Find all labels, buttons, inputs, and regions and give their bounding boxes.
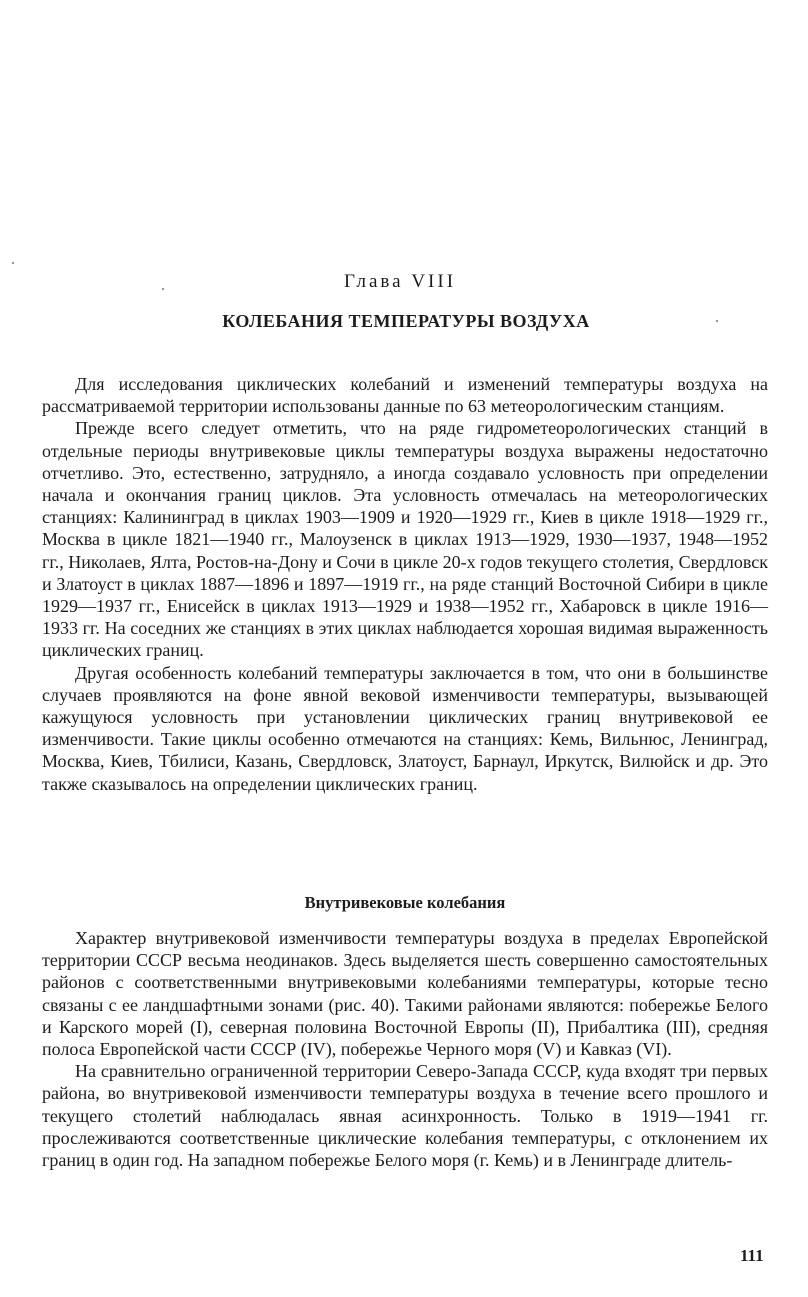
paragraph: Для исследования циклических колебаний и изменений температуры воздуха на рассматриваемой территории использованы данные по 63 метеорологическим станциям. (42, 374, 768, 417)
paragraph: Другая особенность колебаний температуры заключается в том, что они в большинстве случаев проявляются на фоне явной вековой изменчивости температуры, вызывающей кажущуюся условность при установлении циклических границ внутривековой ее изменчивости. Такие циклы особенно отмечаются на станциях: Кемь, Вильнюс, Ленинград, Москва, Киев, Тбилиси, Казань, Свердловск, Златоуст, Барнаул, Иркутск, Вилюйск и др. Это также сказывалось на определении циклических границ. (42, 662, 768, 794)
page-number: 111 (740, 1246, 764, 1265)
paragraph: Характер внутривековой изменчивости температуры воздуха в пределах Европейской территории СССР весьма неодинаков. Здесь выделяется шесть совершенно самостоятельных районов с соответственными внутривековыми колебаниями температуры, которые тесно связаны с ее ландшафтными зонами (рис. 40). Такими районами являются: побережье Белого и Карского морей (I), северная половина Восточной Европы (II), Прибалтика (III), средняя полоса Европейской части СССР (IV), побережье Черного моря (V) и Кавказ (VI). (42, 928, 768, 1060)
paragraph: Прежде всего следует отметить, что на ряде гидрометеорологических станций в отдельные периоды внутривековые циклы температуры воздуха выражены недостаточно отчетливо. Это, естественно, затрудняло, а иногда создавало условность при определении начала и окончания границ циклов. Эта условность отмечалась на метеорологических станциях: Калининград в циклах 1903—1909 и 1920—1929 гг., Киев в цикле 1918—1929 гг., Москва в цикле 1821—1940 гг., Малоузенск в циклах 1913—1929, 1930—1937, 1948—1952 гг., Николаев, Ялта, Ростов-на-Дону и Сочи в цикле 20-х годов текущего столетия, Свердловск и Златоуст в циклах 1887—1896 и 1897—1919 гг., на ряде станций Восточной Сибири в цикле 1929—1937 гг., Енисейск в циклах 1913—1929 и 1938—1952 гг., Хабаровск в цикле 1916—1933 гг. На соседних же станциях в этих циклах наблюдается хорошая видимая выраженность циклических границ. (42, 418, 768, 661)
paragraph: На сравнительно ограниченной территории Северо-Запада СССР, куда входят три первых района, во внутривековой изменчивости температуры воздуха в течение всего прошлого и текущего столетий наблюдалась явная асинхронность. Только в 1919—1941 гг. прослеживаются соответственные циклические колебания температуры, с отклонением их границ в один год. На западном побережье Белого моря (г. Кемь) и в Ленинграде длитель- (42, 1061, 768, 1171)
intro-text (42, 373, 768, 795)
scan-speck (12, 262, 14, 264)
chapter-title: КОЛЕБАНИЯ ТЕМПЕРАТУРЫ ВОЗДУХА (222, 311, 590, 331)
chapter-label: Глава VIII (343, 271, 457, 292)
section-text (42, 927, 768, 1171)
section-heading: Внутривековые колебания (304, 893, 506, 912)
